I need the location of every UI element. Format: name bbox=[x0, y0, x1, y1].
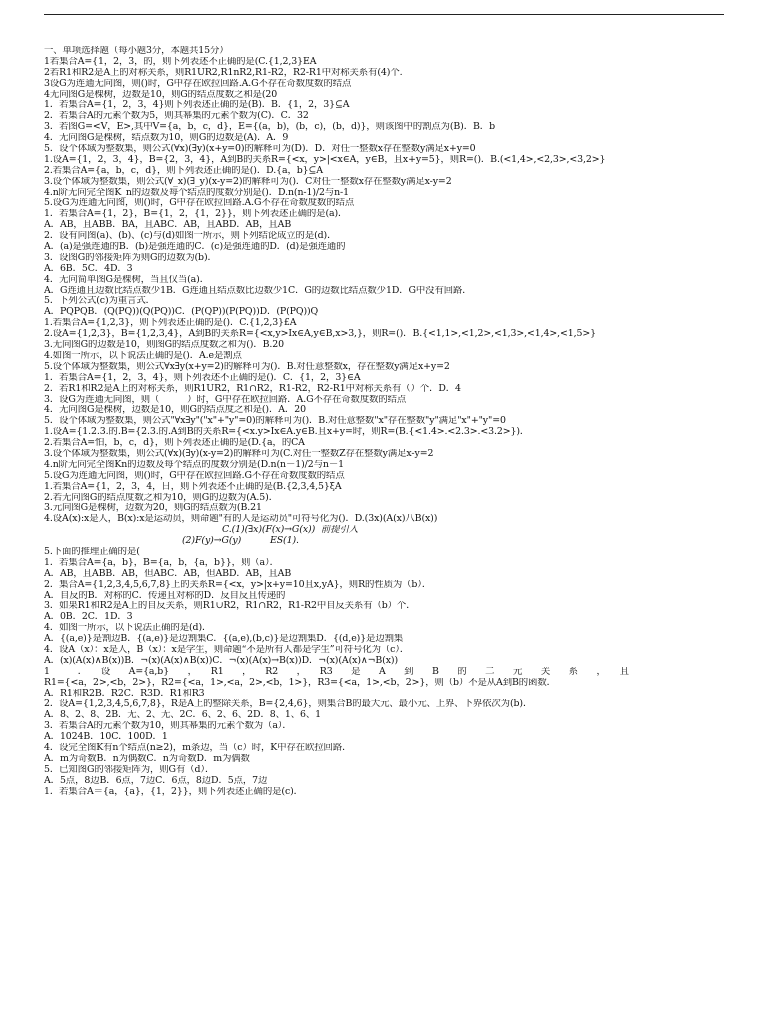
text-line: 3.无向图G的边数是10，则图G的结点度数之和为()．B.20 bbox=[44, 340, 284, 351]
text-line: 4.如图一所示，以下说法正确的是()．A.e是割点 bbox=[44, 350, 242, 361]
text-line: 4．如图一所示，以下说法正确的是(d)． bbox=[44, 623, 212, 634]
text-line: 5．设个体域为整数集，则公式(∀x)(∃y)(x+y=0)的解释可为(D)．D．对任一整数x存在整数y满足x+y=0 bbox=[44, 144, 476, 155]
text-line: A．{(a,e)}是割边B．{(a,e)}是边割集C．{(a,e),(b,c)}是边割集D．{(d,e)}是边割集 bbox=[44, 634, 404, 645]
text-line: 4．设A（x）：x是人，B（x）：x是学生，则命题“不是所有人都是学生”可符号化为（c）． bbox=[44, 644, 410, 655]
text-line: 1.若集合A={1,2,3}，则下列表述正确的是()．C.{1,2,3}£A bbox=[44, 318, 297, 329]
text-line: A．R1和R2B．R2C．R3D．R1和R3 bbox=[44, 688, 205, 699]
text-line: A．5点，8边B．6点，7边C．6点，8边D．5点，7边 bbox=[44, 775, 268, 786]
text-line: 3．设图G的邻接矩阵为则G的边数为(b)． bbox=[44, 252, 217, 263]
text-line: R1={<a，2>,<b，2>}，R2={<a，1>,<a，2>,<b，1>}，R3={<a，1>,<b，2>}，则（b）不是从A到B的函数． bbox=[44, 677, 556, 688]
text-line: 2．集合A={1,2,3,4,5,6,7,8}上的关系R={<x，y>|x+y=10且x,yA}，则R的性质为（b）． bbox=[44, 579, 432, 590]
text-line: A．AB，且ABB．BA，且ABC．AB，且ABD．AB，且AB bbox=[44, 220, 292, 231]
text-line: 1．若集合A={a，b}，B={a，b，{a，b}}，则（a）． bbox=[44, 557, 279, 568]
top-divider bbox=[44, 14, 724, 15]
text-line: A．(x)(A(x)∧B(x))B．¬(x)(A(x)∧B(x))C．¬(x)(A(x)→B(x))D．¬(x)(A(x)∧¬B(x)) bbox=[44, 655, 399, 666]
text-line: 3．设G为连通无向图，则（ ）时，G中存在欧拉回路．A.G不存在奇数度数的结点 bbox=[44, 394, 407, 405]
text-line: 4．无向图G是棵树，结点数为10，则G的边数是(A)．A．9 bbox=[44, 133, 289, 144]
text-line: A．PQPQB．(Q(PQ))(Q(PQ))C．(P(QP))(P(PQ))D．(P(PQ))Q bbox=[44, 307, 319, 318]
text-line: A．1024B．10C．100D．1 bbox=[44, 732, 168, 743]
text-line: 4．无向简单图G是棵树，当且仅当(a)． bbox=[44, 274, 209, 285]
text-line: 2.设A={1,2,3}，B={1,2,3,4}，A到B的关系R={<x,y>Ix∈A,y∈B,x>3,}，则R=()．B.{<1,1>,<1,2>,<1,3>,<1,4>,<1,5>} bbox=[44, 329, 596, 340]
text-line: A．自反的B．对称的C．传递且对称的D．反自反且传递的 bbox=[44, 590, 286, 601]
text-line: 4.设A(x):x是人，B(x):x是运动员，则命题"有的人是运动员"可符号化为()．D.(3x)(A(x)八B(x)) bbox=[44, 514, 438, 525]
text-line: 4无向图G是棵树，边数是10，则G的结点度数之和是(20 bbox=[44, 89, 278, 100]
text-line: 一、单项选择题（每小题3分，本题共15分） bbox=[44, 46, 229, 56]
text-line: A．m为奇数B．n为偶数C．n为奇数D．m为偶数 bbox=[44, 753, 250, 764]
text-line: 2.若集合A={a，b，c，d}，则下列表述正确的是()．D.{a，b}⊆A bbox=[44, 165, 323, 176]
document-body bbox=[44, 46, 728, 797]
text-line: 2.若无向图G的结点度数之和为10，则G的边数为(A.5)． bbox=[44, 492, 279, 503]
text-line: A．6B．5C．4D．3 bbox=[44, 263, 133, 274]
text-line: 3．如果R1和R2是A上的自反关系，则R1∪R2，R1∩R2，R1-R2中自反关系有（b）个． bbox=[44, 601, 416, 612]
text-line: 3.设个体域为整数集，则公式(∀x)(∃y)(x-y=2)的解释可为(C.对任一整数Z存在整数y满足x-y=2 bbox=[44, 448, 434, 459]
text-line: 1．若集合A={1，2}，B={1，2，{1，2}}，则下列表述正确的是(a)． bbox=[44, 209, 348, 220]
text-line: 5．已知图G的邻接矩阵为，则G有（d）． bbox=[44, 764, 215, 775]
text-line: 5.下面的推理正确的是( bbox=[44, 546, 140, 557]
text-line: 4.n阶无向完全图K_n的边数及每个结点的度数分别是()．D.n(n-1)/2与n-1 bbox=[44, 187, 349, 198]
text-line: A．(a)是强连通的B．(b)是强连通的C．(c)是强连通的D．(d)是强连通的 bbox=[44, 242, 346, 253]
text-line: 3.元向图G是棵树，边数为20，则G的结点数为(B.21 bbox=[44, 503, 262, 514]
text-line: 1．若集合A＝{a，{a}，{1，2}}，则下列表述正确的是(c)． bbox=[44, 786, 303, 797]
text-line: 5.设G为连通无向图，则()时，G中存在欧拉回路.G不存在奇数度数的结点 bbox=[44, 470, 345, 481]
text-line: 1．若集合A={1，2，3，4}则下列表述正确的是(B)．B．{1，2，3}⊆A bbox=[44, 100, 350, 111]
formula-line-2: (2)F(y)→G(y) ES(1). bbox=[182, 536, 299, 547]
text-line: 2．若R1和R2是A上的对称关系，则R1UR2，R1∩R2，R1-R2，R2-R1中对称关系有（）个．D．4 bbox=[44, 383, 461, 394]
question-block-1 bbox=[44, 46, 728, 525]
text-line: 1．若集合A={1，2，3，4}，则下列表述不正确的是()．C．{1，2，3}∈A bbox=[44, 372, 361, 383]
text-line: 5．下列公式(c)为重言式． bbox=[44, 296, 155, 307]
text-line: A．0B．2C．1D．3 bbox=[44, 612, 133, 623]
text-line: 2.若集合A=怕，b，c，d}，则下列表述正确的是(D.{a，的CA bbox=[44, 438, 305, 449]
text-line: 4．无向图G是棵树，边数是10，则G的结点度之和是()．A．20 bbox=[44, 405, 306, 416]
text-line: 1.若集合A={1，2，3，4，日，则下列表述不正确的是(B.{2,3,4,5}ξA bbox=[44, 481, 342, 492]
text-line: 2．设A={1,2,3,4,5,6,7,8}，R是A上的整除关系，B={2,4,6}，则集合B的最大元、最小元、上界、下界依次为(b)． bbox=[44, 699, 533, 710]
text-line: 3设G为连通无向图，则()时，G中存在欧拉回路.A.G不存在奇数度数的结点 bbox=[44, 78, 352, 89]
text-line: 5．设个体域为整数集，则公式"∀x∃y"("x"+"y"=0)的解释可为()．B.对任意整数"x"存在整数"y"满足"x"+"y"=0 bbox=[44, 416, 506, 427]
text-line: 3．若图G=<V，E>,其中V={a，b，c，d}，E={(a，b)，(b，c)，(b，d)}，则该图中的割点为(B)．B．b bbox=[44, 122, 495, 133]
text-line: 3．若集合A的元素个数为10，则其幂集的元素个数为（a）． bbox=[44, 721, 292, 732]
text-line: A．AB，且ABB．AB，但ABC．AB，但ABD．AB，且AB bbox=[44, 568, 292, 579]
question-block-2 bbox=[44, 547, 728, 797]
text-line: 1.设A={1，2，3，4}，B={2，3，4}，A到B的关系R={<x，y>|<x∈A，y∈B，且x+y=5}，则R=()．B.(<1,4>,<2,3>,<3,2>} bbox=[44, 154, 606, 165]
text-line: 5.设G为连通无向图，则()时，G中存在欧拉回路.A.G不存在奇数度数的结点 bbox=[44, 198, 355, 209]
text-line: 2．设有向图(a)、(b)、(c)与(d)如图一所示，则下列结论成立的是(d)． bbox=[44, 231, 337, 242]
text-line: 2若R1和R2是A上的对称关系，则R1UR2,R1nR2,R1-R2，R2-R1中对称关系有(4)个. bbox=[44, 67, 403, 78]
text-line: 2．若集合A的元素个数为5，则其幂集的元素个数为(C)．C．32 bbox=[44, 111, 309, 122]
formula-line-1: C.(1)(∃x)(F(x)→G(x)) 前提引入 bbox=[222, 525, 359, 536]
text-line: A．8、2、8、2B．无、2、无、2C．6、2、6、2D．8、1、6、1 bbox=[44, 710, 322, 721]
text-line: 1若集合A={1，2，3，的，则下列表述不正确的是(C.{1,2,3}EA bbox=[44, 56, 317, 67]
text-line: A．G连通且边数比结点数少1B．G连通且结点数比边数少1C．G的边数比结点数少1D．G中没有回路． bbox=[44, 285, 472, 296]
text-line: 3.设个体域为整数集，则公式(∀_x)(∃_y)(x-y=2)的解释可为()．C对任一整数x存在整数y满足x-y=2 bbox=[44, 176, 452, 187]
text-line: 1 ． 设 A={a,b} ， R1 ， R2 ， R3 是 A 到 B 的 二 元 关 系 ， 且 bbox=[44, 666, 629, 677]
text-line: 1.设A={1.2.3.的.B={2.3.的.A到B的关系R={<x.y>Ix∈A.y∈B.且x+y=时，则R=(B.{<1.4>.<2.3>.<3.2>})． bbox=[44, 427, 530, 438]
text-line: 5.设个体域为整数集，则公式∀x∃y(x+y=2)的解释可为()．B.对任意整数x，存在整数y满足x+y=2 bbox=[44, 361, 450, 372]
text-line: 4.n阶无向完全图Kn的边数及每个结点的度数分别是(D.n(n－1)/2与n－1 bbox=[44, 459, 344, 470]
text-line: 4．设完全图K有n个结点(n≥2)，m条边，当（c）时，K中存在欧拉回路． bbox=[44, 743, 352, 753]
